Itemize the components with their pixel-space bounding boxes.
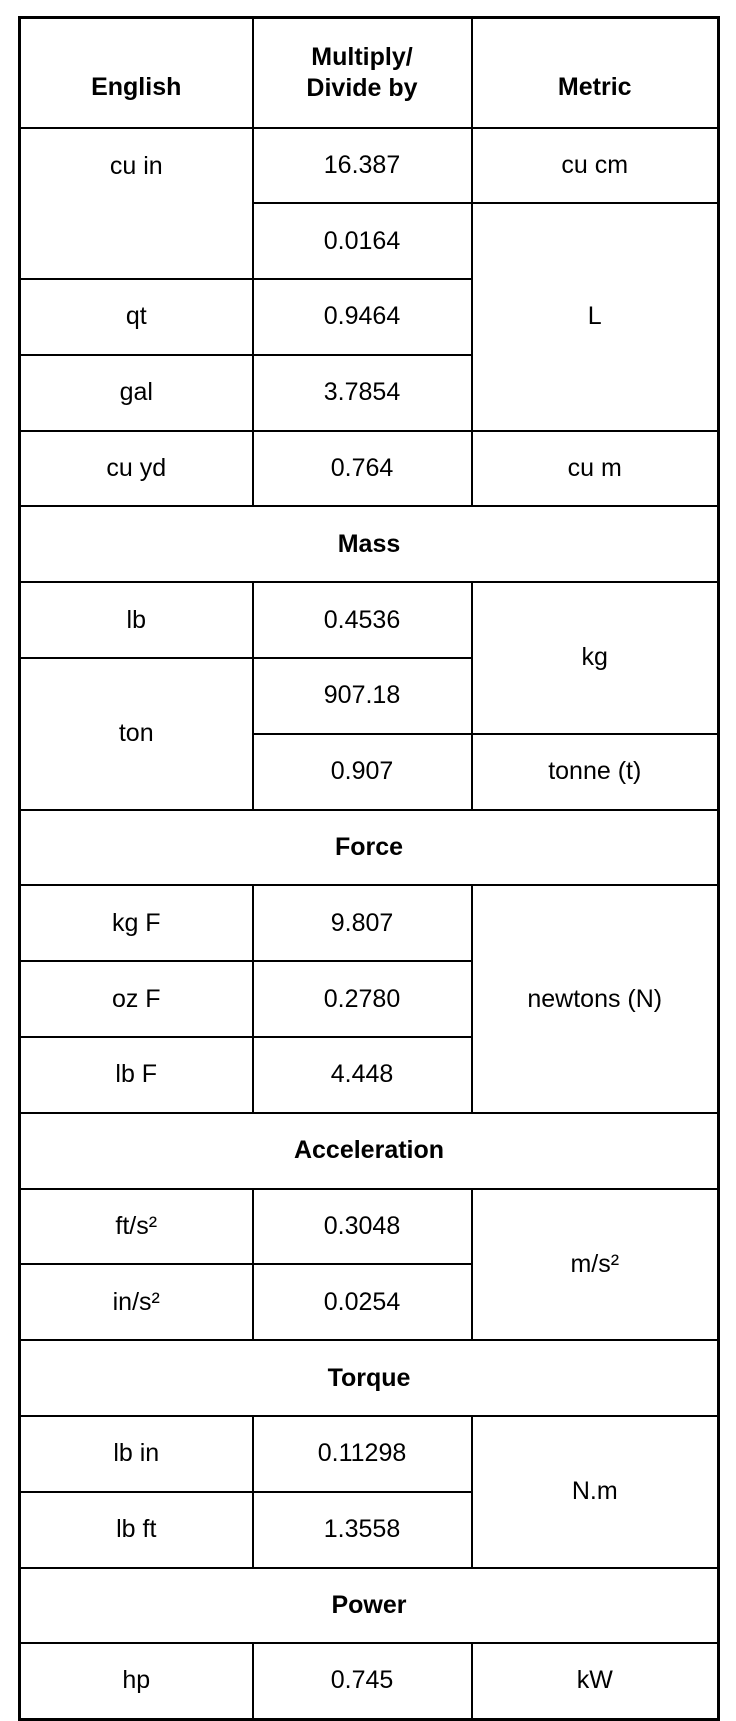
header-metric-text: Metric: [557, 73, 632, 102]
cell-factor: 16.387: [253, 128, 472, 204]
cell-factor: 1.3558: [253, 1492, 472, 1568]
section-row-mass: [20, 506, 719, 582]
cell-metric-L: L: [472, 203, 719, 430]
table-row: [20, 1189, 719, 1265]
cell-metric-m-s2: m/s²: [472, 1189, 719, 1341]
cell-english-cu-yd: cu yd: [20, 431, 253, 507]
cell-english-hp: hp: [20, 1643, 253, 1719]
header-row: [20, 18, 719, 128]
cell-english-lb-f: lb F: [20, 1037, 253, 1113]
cell-metric-n-m: N.m: [472, 1416, 719, 1568]
cell-metric-newtons: newtons (N): [472, 885, 719, 1112]
section-row-force: [20, 810, 719, 886]
cell-metric-tonne: tonne (t): [472, 734, 719, 810]
cell-english-ton: ton: [20, 658, 253, 810]
header-english-text: English: [91, 73, 182, 102]
cell-factor: 0.764: [253, 431, 472, 507]
cell-metric-kw: kW: [472, 1643, 719, 1719]
conversion-table: [18, 16, 720, 1721]
section-row-acceleration: [20, 1113, 719, 1189]
section-title-mass: Mass: [20, 506, 719, 582]
header-metric: [472, 18, 719, 128]
table-row: [20, 431, 719, 507]
header-english: [20, 18, 253, 128]
table-row: [20, 1643, 719, 1719]
section-title-power: Power: [20, 1568, 719, 1644]
cell-factor: 0.3048: [253, 1189, 472, 1265]
cell-factor: 0.745: [253, 1643, 472, 1719]
cell-factor: 9.807: [253, 885, 472, 961]
cell-factor: 0.9464: [253, 279, 472, 355]
table-row: [20, 885, 719, 961]
cell-metric-cu-m: cu m: [472, 431, 719, 507]
section-title-force: Force: [20, 810, 719, 886]
cell-english-cu-in: cu in: [20, 128, 253, 280]
section-title-torque: Torque: [20, 1340, 719, 1416]
cell-factor: 907.18: [253, 658, 472, 734]
cell-factor: 0.11298: [253, 1416, 472, 1492]
table-row: [20, 128, 719, 204]
table-row: [20, 582, 719, 658]
cell-english-gal: gal: [20, 355, 253, 431]
cell-english-lb-ft: lb ft: [20, 1492, 253, 1568]
cell-factor: 0.4536: [253, 582, 472, 658]
header-multiply-line1: Multiply/: [311, 42, 413, 71]
cell-metric-kg: kg: [472, 582, 719, 734]
section-row-torque: [20, 1340, 719, 1416]
header-multiply-divide: [253, 18, 472, 128]
cell-factor: 0.2780: [253, 961, 472, 1037]
cell-english-lb-in: lb in: [20, 1416, 253, 1492]
cell-factor: 4.448: [253, 1037, 472, 1113]
cell-english-oz-f: oz F: [20, 961, 253, 1037]
cell-english-in-s2: in/s²: [20, 1264, 253, 1340]
cell-factor: 0.0164: [253, 203, 472, 279]
cell-english-qt: qt: [20, 279, 253, 355]
cell-factor: 0.0254: [253, 1264, 472, 1340]
cell-english-ft-s2: ft/s²: [20, 1189, 253, 1265]
cell-factor: 0.907: [253, 734, 472, 810]
table-row: [20, 1416, 719, 1492]
cell-metric-cu-cm: cu cm: [472, 128, 719, 204]
section-row-power: [20, 1568, 719, 1644]
section-title-acceleration: Acceleration: [20, 1113, 719, 1189]
cell-english-lb: lb: [20, 582, 253, 658]
cell-factor: 3.7854: [253, 355, 472, 431]
cell-english-kg-f: kg F: [20, 885, 253, 961]
header-multiply-line2: Divide by: [306, 73, 418, 102]
